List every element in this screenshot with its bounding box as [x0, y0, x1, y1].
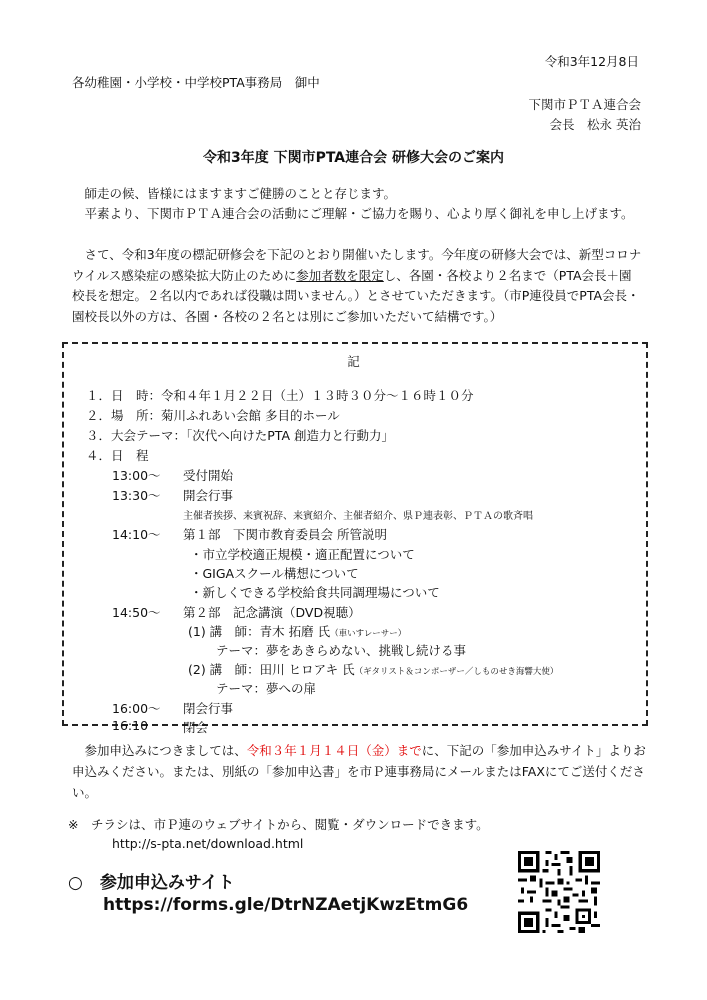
lecture1-speaker-name: (1) 講 師：青木 拓磨 氏 — [188, 624, 331, 639]
sender-organization: 下関市ＰＴＡ連合会 — [528, 97, 641, 112]
document-date: 令和3年12月8日 — [544, 54, 639, 69]
limited-participants-text: 参加者数を限定 — [296, 267, 384, 283]
application-text-a: 参加申込みにつきましては、 — [72, 743, 247, 758]
lecture2-speaker-name: (2) 講 師：田川 ヒロアキ 氏 — [188, 662, 355, 677]
announcement-paragraph — [72, 245, 644, 327]
schedule-time: 14:10～ — [112, 527, 161, 542]
lecture1-note: （車いすレーサー） — [330, 629, 407, 639]
flyer-note: ※ チラシは、市Ｐ連のウェブサイトから、閲覧・ダウンロードできます。 — [68, 817, 489, 832]
part1-item: ・GIGAスクール構想について — [190, 566, 359, 581]
greeting-paragraph: 師走の候、皆様にはますますご健勝のことと存じます。 — [72, 186, 397, 201]
schedule-label: 開会行事 — [183, 488, 234, 503]
thanks-paragraph: 平素より、下関市ＰＴＡ連合会の活動にご理解・ご協力を賜り、心より厚く御礼を申し上げます。 — [72, 206, 634, 221]
ki-heading: 記 — [347, 354, 360, 369]
part1-item: ・市立学校適正規模・適正配置について — [190, 547, 415, 562]
schedule-label: 第２部 記念講演（DVD視聴） — [183, 605, 361, 620]
application-paragraph — [72, 740, 652, 803]
flyer-url[interactable]: http://s-pta.net/download.html — [112, 836, 304, 851]
lecture2-note: （ギタリスト＆コンポーザー／しものせき海響大使） — [354, 667, 559, 677]
site-url[interactable]: https://forms.gle/DtrNZAetjKwzEtmG6 — [103, 895, 469, 915]
lecture2-theme: テーマ：夢への扉 — [216, 681, 317, 696]
sender-name: 会長 松永 英治 — [549, 117, 641, 132]
item-venue: ２．場 所：菊川ふれあい会館 多目的ホール — [86, 408, 340, 423]
item-theme: ３．大会テーマ：「次代へ向けたPTA 創造力と行動力」 — [86, 428, 394, 443]
schedule-label: 第１部 下関市教育委員会 所管説明 — [183, 527, 387, 542]
schedule-time: 16:00～ — [112, 701, 161, 716]
site-label: ○ 参加申込みサイト — [68, 873, 235, 893]
schedule-label: 閉会行事 — [183, 701, 234, 716]
schedule-label: 受付開始 — [183, 468, 234, 483]
addressee: 各幼稚園・小学校・中学校PTA事務局 御中 — [72, 75, 320, 90]
announcement-text-a: さて、令和3年度の標記研修会を下記のとおり開催いたします。今年度の研修大会では、新型コロナウイルス感染症の感染拡大防止のために — [72, 247, 642, 283]
lecture2-speaker — [188, 660, 558, 678]
item-datetime: １．日 時：令和４年１月２２日（土）１３時３０分～１６時１０分 — [86, 388, 474, 403]
part1-item: ・新しくできる学校給食共同調理場について — [190, 585, 440, 600]
lecture1-theme: テーマ：夢をあきらめない、挑戦し続ける事 — [216, 643, 467, 658]
schedule-time: 16:10 — [112, 718, 149, 733]
item-schedule-heading: ４．日 程 — [86, 448, 149, 463]
schedule-label: 閉会 — [183, 720, 209, 735]
lecture1-speaker — [188, 622, 406, 640]
schedule-time: 14:50～ — [112, 605, 161, 620]
document-title: 令和3年度 下関市PTA連合会 研修大会のご案内 — [202, 150, 505, 166]
opening-detail: 主催者挨拶、来賓祝辞、来賓紹介、主催者紹介、県Ｐ連表彰、ＰＴＡの歌斉唱 — [183, 511, 533, 522]
application-text-b: に、下記の「参加申込みサイト」よりお申込みください。または、別紙の「参加申込書」を市Ｐ連事務局にメールまたはFAXにてご送付ください。 — [72, 743, 646, 800]
application-deadline: 令和３年１月１４日（金）まで — [246, 743, 422, 758]
schedule-time: 13:30～ — [112, 488, 161, 503]
qr-code-icon[interactable] — [515, 848, 603, 936]
schedule-time: 13:00～ — [112, 468, 161, 483]
announcement-text-b: し、各園・各校より２名まで（PTA会長＋園校長を想定。２名以内であれば役職は問いません。）とさせていただきます。（市P連役員でPTA会長・園校長以外の方は、各園・各校の２名とは別にご参加いただいて結構です。） — [72, 267, 640, 324]
